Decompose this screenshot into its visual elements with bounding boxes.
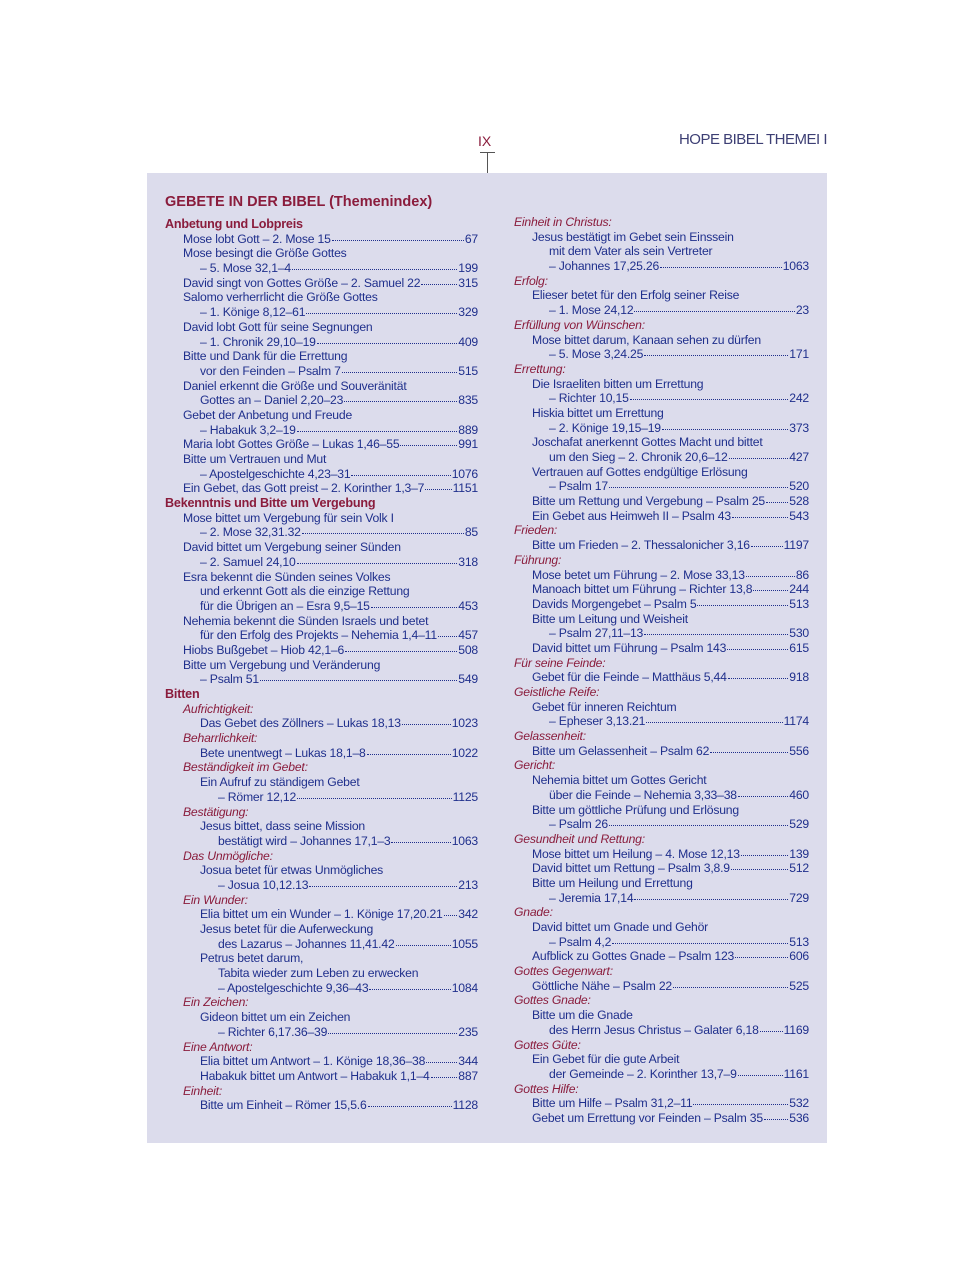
index-entry-text: David bittet um Gnade und Gehör: [532, 920, 709, 934]
index-entry-text: Gebet für inneren Reichtum: [532, 699, 677, 714]
index-subheading: Für seine Feinde:: [514, 655, 606, 670]
dot-leader: [297, 553, 458, 564]
index-entry-text: Mose lobt Gott – 2. Mose 15: [183, 231, 331, 246]
dot-leader: [644, 345, 788, 356]
dot-leader: [630, 389, 789, 400]
index-entry-text: Elia bittet um ein Wunder – 1. Könige 17,20.21: [200, 907, 443, 922]
dot-leader: [760, 1021, 783, 1032]
index-entry-text: – Apostelgeschichte 4,23–31: [200, 466, 351, 481]
index-entry-text: Gideon bittet um ein Zeichen: [200, 1010, 351, 1025]
index-entry-text: Mose besingt die Größe Gottes: [183, 246, 347, 261]
index-entry: [514, 303, 809, 318]
index-page-number: 1022: [451, 745, 478, 760]
dot-leader: [297, 421, 458, 432]
index-entry-text: – Johannes 17,25.26: [549, 259, 660, 274]
index-entry: [514, 509, 809, 524]
dot-leader: [634, 889, 788, 900]
index-entry-text: Bitte und Dank für die Errettung: [183, 349, 348, 364]
index-entry-text: Maria lobt Gottes Größe – Lukas 1,46–55: [183, 437, 400, 452]
index-entry-text: Vertrauen auf Gottes endgültige Erlösung: [532, 464, 748, 479]
index-entry: [514, 979, 809, 994]
dot-leader: [609, 477, 788, 488]
index-entry: [165, 1069, 478, 1084]
index-entry: [514, 421, 809, 436]
index-page-number: 525: [789, 978, 809, 993]
index-entry-text: Ein Aufruf zu ständigem Gebet: [200, 775, 360, 790]
index-entry-text: Manoach bittet um Führung – Richter 13,8: [532, 582, 753, 597]
index-entry: [514, 891, 809, 906]
index-page-number: 508: [458, 642, 478, 657]
dot-leader: [729, 448, 789, 459]
index-entry-text: – 2. Könige 19,15–19: [549, 420, 661, 435]
dot-leader: [425, 479, 451, 490]
index-subheading: Erfolg:: [514, 273, 548, 288]
index-subheading: Ein Zeichen:: [183, 995, 249, 1010]
dot-leader: [368, 1096, 452, 1107]
index-entry: [165, 981, 478, 996]
index-page-number: 556: [789, 743, 809, 758]
index-entry-text: – Richter 6,17.36–39: [218, 1024, 328, 1039]
index-entry: [165, 437, 478, 452]
index-entry-text: Davids Morgengebet – Psalm 5: [532, 596, 697, 611]
index-subheading: Frieden:: [514, 523, 558, 538]
index-page-number: 729: [789, 890, 809, 905]
index-entry-text: – Josua 10,12.13: [218, 877, 309, 892]
dot-leader: [302, 523, 464, 534]
index-entry-text: des Lazarus – Johannes 11,41.42: [218, 936, 395, 951]
dot-leader: [351, 465, 450, 476]
dot-leader: [328, 1023, 457, 1034]
index-entry-text: Josua betet für etwas Unmögliches: [200, 863, 384, 878]
index-entry: [514, 788, 809, 803]
dot-leader: [345, 641, 457, 652]
index-page-number: 606: [789, 949, 809, 964]
index-entry: [165, 614, 478, 629]
dot-leader: [402, 714, 451, 725]
index-page-number: 1076: [451, 466, 478, 481]
dot-leader: [660, 257, 782, 268]
index-entry-text: – 1. Könige 8,12–61: [200, 305, 306, 320]
index-entry-text: Gottes an – Daniel 2,20–23: [200, 393, 344, 408]
index-page-number: 23: [795, 303, 809, 318]
index-entry-text: Mose bittet darum, Kanaan sehen zu dürfen: [532, 332, 761, 347]
index-page-number: 532: [789, 1096, 809, 1111]
index-entry-text: Tabita wieder zum Leben zu erwecken: [218, 966, 419, 981]
index-subheading: Gottes Gnade:: [514, 993, 591, 1008]
index-page-number: 457: [458, 628, 478, 643]
index-page-number: 536: [789, 1110, 809, 1125]
dot-leader: [342, 362, 458, 373]
index-entry-text: – 1. Mose 24,12: [549, 303, 634, 318]
index-entry-text: des Herrn Jesus Christus – Galater 6,18: [549, 1022, 759, 1037]
dot-leader: [644, 624, 788, 635]
dot-leader: [400, 435, 457, 446]
index-entry: [514, 670, 809, 685]
index-entry-text: bestätigt wird – Johannes 17,1–3: [218, 833, 391, 848]
dot-leader: [391, 832, 450, 843]
index-entry-text: vor den Feinden – Psalm 7: [200, 363, 341, 378]
index-entry: [165, 393, 478, 408]
index-entry: [514, 230, 809, 245]
index-right-column: [514, 215, 809, 1126]
index-entry: [165, 525, 478, 540]
index-page-number: 543: [789, 508, 809, 523]
dot-leader: [292, 259, 457, 270]
index-entry-text: Salomo verherrlicht die Größe Gottes: [183, 290, 378, 305]
index-entry: [514, 597, 809, 612]
index-page-number: 887: [458, 1068, 478, 1083]
index-page-number: 342: [458, 907, 478, 922]
index-entry-text: Jesus betet für die Auferweckung: [200, 922, 374, 936]
dot-leader: [426, 1052, 457, 1063]
index-entry-text: Bitte um Vergebung und Veränderung: [183, 657, 381, 672]
index-entry: [514, 259, 809, 274]
index-entry-text: Bitte um göttliche Prüfung und Erlösung: [532, 802, 739, 817]
index-entry: [165, 599, 478, 614]
index-entry: [514, 347, 809, 362]
index-page-number: 1151: [452, 481, 478, 496]
index-entry-text: – 1. Chronik 29,10–19: [200, 334, 316, 349]
index-subheading: Gericht:: [514, 758, 556, 773]
index-entry-text: David bittet um Rettung – Psalm 3,8.9: [532, 861, 730, 876]
index-entry-text: Bitte um Vertrauen und Mut: [183, 452, 327, 466]
index-page-number: 1125: [452, 789, 478, 804]
index-entry: [165, 951, 478, 966]
dot-leader: [612, 933, 788, 944]
dot-leader: [317, 333, 458, 344]
dot-leader: [741, 845, 788, 856]
dot-leader: [344, 391, 457, 402]
index-entry-text: Bitte um Gelassenheit – Psalm 62: [532, 743, 710, 758]
index-subheading: Geistliche Reife:: [514, 685, 600, 699]
index-entry: [165, 746, 478, 761]
index-page-number: 1084: [451, 980, 478, 995]
dot-leader: [732, 507, 788, 518]
index-entry-text: Ein Gebet, das Gott preist – 2. Korinther 1,3–7: [183, 481, 425, 496]
index-entry-text: Göttliche Nähe – Psalm 22: [532, 978, 672, 993]
index-entry-text: – Psalm 17: [549, 479, 608, 494]
index-subheading: Erfüllung von Wünschen:: [514, 317, 645, 332]
index-page-number: 1063: [451, 833, 478, 848]
index-page-number: 1128: [452, 1098, 478, 1113]
index-entry: [165, 1025, 478, 1040]
index-page-number: 427: [789, 450, 809, 464]
index-entry: [165, 907, 478, 922]
index-subheading: Gottes Hilfe:: [514, 1081, 579, 1096]
index-entry-text: David singt von Gottes Größe – 2. Samuel 22: [183, 275, 421, 290]
index-subheading: Ein Wunder:: [183, 892, 248, 907]
index-entry-text: – 2. Samuel 24,10: [200, 554, 296, 569]
index-left-column: [165, 217, 478, 1113]
index-entry: [514, 391, 809, 406]
index-entry-text: – Richter 10,15: [549, 391, 629, 406]
index-entry-text: – Psalm 51: [200, 672, 259, 687]
index-entry-text: David bittet um Führung – Psalm 143: [532, 640, 727, 655]
index-entry-text: Bitte um Heilung und Errettung: [532, 875, 693, 890]
index-page-number: 513: [789, 596, 809, 611]
index-entry-text: – Römer 12,12: [218, 789, 297, 804]
index-page-number: 1023: [451, 716, 478, 731]
dot-leader: [297, 788, 452, 799]
index-entry-text: Mose bittet um Heilung – 4. Mose 12,13: [532, 846, 740, 861]
dot-leader: [697, 595, 788, 606]
index-entry-text: Gebet der Anbetung und Freude: [183, 407, 353, 422]
index-entry: [165, 570, 478, 585]
index-section-heading: Bitten: [165, 687, 200, 701]
index-entry-text: Hiobs Bußgebet – Hiob 42,1–6: [183, 642, 345, 657]
index-entry-text: – Psalm 4,2: [549, 934, 612, 949]
index-title: GEBETE IN DER BIBEL (Themenindex): [165, 194, 433, 210]
index-entry-text: David lobt Gott für seine Segnungen: [183, 319, 373, 334]
index-page-number: 835: [458, 393, 478, 408]
index-entry-text: Jesus bittet, dass seine Mission: [200, 819, 365, 834]
index-entry-text: Nehemia bekennt die Sünden Israels und betet: [183, 613, 429, 628]
index-entry-text: Esra bekennt die Sünden seines Volkes: [183, 569, 391, 584]
index-entry-text: Joschafat anerkennt Gottes Macht und bittet: [532, 435, 763, 450]
index-page-number: 615: [789, 640, 809, 655]
index-entry-text: Bitte um Leitung und Weisheit: [532, 611, 688, 626]
dot-leader: [609, 815, 788, 826]
dot-leader: [662, 419, 788, 430]
index-section-heading: Anbetung und Lobpreis: [165, 217, 303, 231]
dot-leader: [396, 935, 451, 946]
index-entry-text: Gebet für die Feinde – Matthäus 5,44: [532, 670, 727, 685]
index-entry: [165, 232, 478, 247]
index-entry-text: Jesus bestätigt im Gebet sein Einssein: [532, 229, 734, 244]
index-entry-text: um den Sieg – 2. Chronik 20,6–12: [549, 450, 728, 464]
index-page-number: 139: [789, 846, 809, 861]
index-entry-text: – Psalm 26: [549, 817, 608, 832]
index-entry: [514, 1067, 809, 1082]
index-subheading: Gnade:: [514, 905, 553, 920]
index-page-number: 991: [458, 437, 478, 452]
index-entry-text: Bitte um Einheit – Römer 15,5.6: [200, 1098, 367, 1113]
index-entry-text: der Gemeinde – 2. Korinther 13,7–9: [549, 1066, 737, 1081]
index-page-number: 315: [458, 275, 478, 290]
index-entry-text: Elieser betet für den Erfolg seiner Reise: [532, 288, 740, 303]
index-entry-text: Die Israeliten bitten um Errettung: [532, 376, 704, 391]
index-entry: [165, 276, 478, 291]
index-subheading: Einheit:: [183, 1083, 223, 1098]
index-subheading: Gottes Güte:: [514, 1037, 581, 1052]
index-page-number: 512: [789, 861, 809, 876]
index-entry-text: und erkennt Gott als die einzige Rettung: [200, 584, 410, 599]
index-subheading: Gottes Gegenwart:: [514, 964, 613, 979]
index-page-number: 199: [458, 261, 478, 276]
index-section-heading: Bekenntnis und Bitte um Vergebung: [165, 496, 376, 511]
index-subheading: Beharrlichkeit:: [183, 731, 258, 746]
index-page-number: 373: [789, 420, 809, 435]
dot-leader: [746, 566, 795, 577]
index-entry: [514, 714, 809, 729]
index-page-number: 889: [458, 422, 478, 437]
index-subheading: Beständigkeit im Gebet:: [183, 760, 308, 775]
index-subheading: Führung:: [514, 552, 562, 567]
index-page-number: 515: [458, 363, 478, 378]
index-entry: [514, 1111, 809, 1126]
dot-leader: [751, 536, 783, 547]
index-subheading: Aufrichtigkeit:: [183, 701, 254, 716]
index-entry-text: Elia bittet um Antwort – 1. Könige 18,36–38: [200, 1054, 426, 1069]
dot-leader: [431, 1067, 458, 1078]
index-page-number: 1197: [783, 538, 809, 553]
index-entry: [165, 335, 478, 350]
dot-leader: [444, 905, 458, 916]
index-entry-text: mit dem Vater als sein Vertreter: [549, 244, 713, 259]
dot-leader: [727, 639, 788, 650]
dot-leader: [332, 230, 464, 241]
index-page-number: 213: [458, 877, 478, 892]
index-subheading: Bestätigung:: [183, 804, 249, 819]
index-page-number: 513: [789, 934, 809, 949]
index-entry: [514, 479, 809, 494]
index-entry: [514, 641, 809, 656]
index-page-number: 235: [458, 1024, 478, 1039]
index-page-number: 329: [458, 305, 478, 320]
index-entry-text: für die Übrigen an – Esra 9,5–15: [200, 598, 370, 613]
index-entry-text: Habakuk bittet um Antwort – Habakuk 1,1–4: [200, 1068, 430, 1083]
index-entry: [514, 949, 809, 964]
index-page-number: 528: [789, 494, 809, 509]
index-page-number: 344: [458, 1054, 478, 1069]
index-entry-text: Bitte um Rettung und Vergebung – Psalm 25: [532, 494, 765, 509]
index-entry-text: – 2. Mose 32,31.32: [200, 525, 301, 540]
dot-leader: [764, 1109, 788, 1120]
running-head: HOPE BIBEL THEMEI I: [678, 131, 827, 148]
index-entry-text: Mose betet um Führung – 2. Mose 33,13: [532, 567, 745, 582]
page-number-tick-bar: [480, 152, 495, 153]
index-entry-text: Bitte um Hilfe – Psalm 31,2–11: [532, 1096, 693, 1111]
dot-leader: [369, 979, 450, 990]
index-entry: [165, 643, 478, 658]
index-page-number: 244: [789, 582, 809, 597]
index-entry-text: – Jeremia 17,14: [549, 890, 634, 905]
index-page-number: 529: [789, 817, 809, 832]
index-entry-text: – Habakuk 3,2–19: [200, 422, 296, 437]
index-page-number: 242: [789, 391, 809, 406]
index-page-number: 460: [789, 787, 809, 802]
index-subheading: Gelassenheit:: [514, 729, 586, 744]
dot-leader: [646, 712, 782, 723]
index-entry-text: – Epheser 3,13.21: [549, 714, 646, 729]
index-entry: [165, 937, 478, 952]
index-entry-text: Ein Gebet aus Heimweh II – Psalm 43: [532, 508, 731, 523]
index-entry: [165, 305, 478, 320]
dot-leader: [728, 668, 789, 679]
index-entry-text: Ein Gebet für die gute Arbeit: [532, 1052, 680, 1067]
index-entry-text: Das Gebet des Zöllners – Lukas 18,13: [200, 716, 401, 731]
dot-leader: [738, 1065, 783, 1076]
index-entry-text: – Psalm 27,11–13: [549, 626, 644, 641]
index-entry: [165, 364, 478, 379]
index-entry-text: für den Erfolg des Projekts – Nehemia 1,4–11: [200, 628, 437, 643]
index-entry: [165, 1098, 478, 1113]
dot-leader: [309, 876, 457, 887]
index-page-number: 171: [789, 347, 809, 362]
index-page-number: 520: [789, 479, 809, 494]
index-page-number: 86: [795, 567, 809, 582]
index-page-number: 409: [458, 334, 478, 349]
index-entry-text: Bete unentwegt – Lukas 18,1–8: [200, 745, 366, 760]
dot-leader: [735, 947, 788, 958]
index-page-number: 549: [458, 672, 478, 687]
dot-leader: [738, 786, 788, 797]
index-entry-text: Gebet um Errettung vor Feinden – Psalm 35: [532, 1110, 763, 1125]
dot-leader: [421, 274, 457, 285]
index-page-number: 453: [458, 598, 478, 613]
dot-leader: [634, 301, 794, 312]
index-entry-text: Bitte um Frieden – 2. Thessalonicher 3,16: [532, 538, 750, 553]
index-entry-text: – 5. Mose 32,1–4: [200, 261, 291, 276]
index-entry: [165, 716, 478, 731]
page-number: IX: [478, 133, 492, 149]
dot-leader: [367, 744, 451, 755]
index-entry: [514, 538, 809, 553]
index-page-number: 530: [789, 626, 809, 641]
index-page-number: 67: [464, 231, 478, 246]
dot-leader: [438, 626, 457, 637]
index-subheading: Errettung:: [514, 361, 566, 376]
index-subheading: Gesundheit und Rettung:: [514, 831, 645, 846]
dot-leader: [766, 492, 788, 503]
index-page-number: 1161: [783, 1066, 809, 1081]
index-page-number: 1174: [783, 714, 809, 729]
index-entry: [165, 834, 478, 849]
dot-leader: [371, 597, 458, 608]
index-entry-text: – 5. Mose 3,24.25: [549, 347, 644, 362]
index-entry-text: Petrus betet darum,: [200, 951, 304, 966]
index-entry: [165, 672, 478, 687]
index-entry-text: über die Feinde – Nehemia 3,33–38: [549, 787, 737, 802]
index-page-number: 1169: [783, 1022, 809, 1037]
index-entry: [165, 481, 478, 496]
dot-leader: [673, 977, 788, 988]
dot-leader: [693, 1094, 788, 1105]
index-entry-text: David bittet um Vergebung seiner Sünden: [183, 540, 401, 555]
index-entry-text: Bitte um die Gnade: [532, 1008, 633, 1023]
index-entry-text: Mose bittet um Vergebung für sein Volk I: [183, 510, 394, 525]
index-entry: [514, 861, 809, 876]
index-entry: [165, 790, 478, 805]
index-entry: [165, 878, 478, 893]
index-subheading: Das Unmögliche:: [183, 848, 273, 863]
dot-leader: [710, 742, 788, 753]
index-entry-text: Hiskia bittet um Errettung: [532, 405, 664, 420]
index-entry-text: Aufblick zu Gottes Gnade – Psalm 123: [532, 949, 735, 964]
page-number-tick: [487, 152, 488, 174]
dot-leader: [753, 580, 788, 591]
index-entry: [514, 817, 809, 832]
dot-leader: [731, 859, 788, 870]
index-subheading: Einheit in Christus:: [514, 215, 612, 229]
dot-leader: [260, 670, 457, 681]
index-entry: [514, 450, 809, 465]
index-entry: [514, 1023, 809, 1038]
index-entry: [165, 555, 478, 570]
index-subheading: Eine Antwort:: [183, 1039, 253, 1054]
index-page-number: 1055: [451, 936, 478, 951]
index-entry-text: – Apostelgeschichte 9,36–43: [218, 980, 369, 995]
index-entry-text: Nehemia bittet um Gottes Gericht: [532, 773, 707, 788]
index-entry-text: Daniel erkennt die Größe und Souveränität: [183, 378, 407, 393]
dot-leader: [306, 303, 457, 314]
index-entry: [514, 744, 809, 759]
index-page-number: 318: [458, 554, 478, 569]
index-page-number: 85: [464, 525, 478, 540]
index-page-number: 1063: [782, 259, 809, 274]
index-page-number: 918: [789, 670, 809, 685]
